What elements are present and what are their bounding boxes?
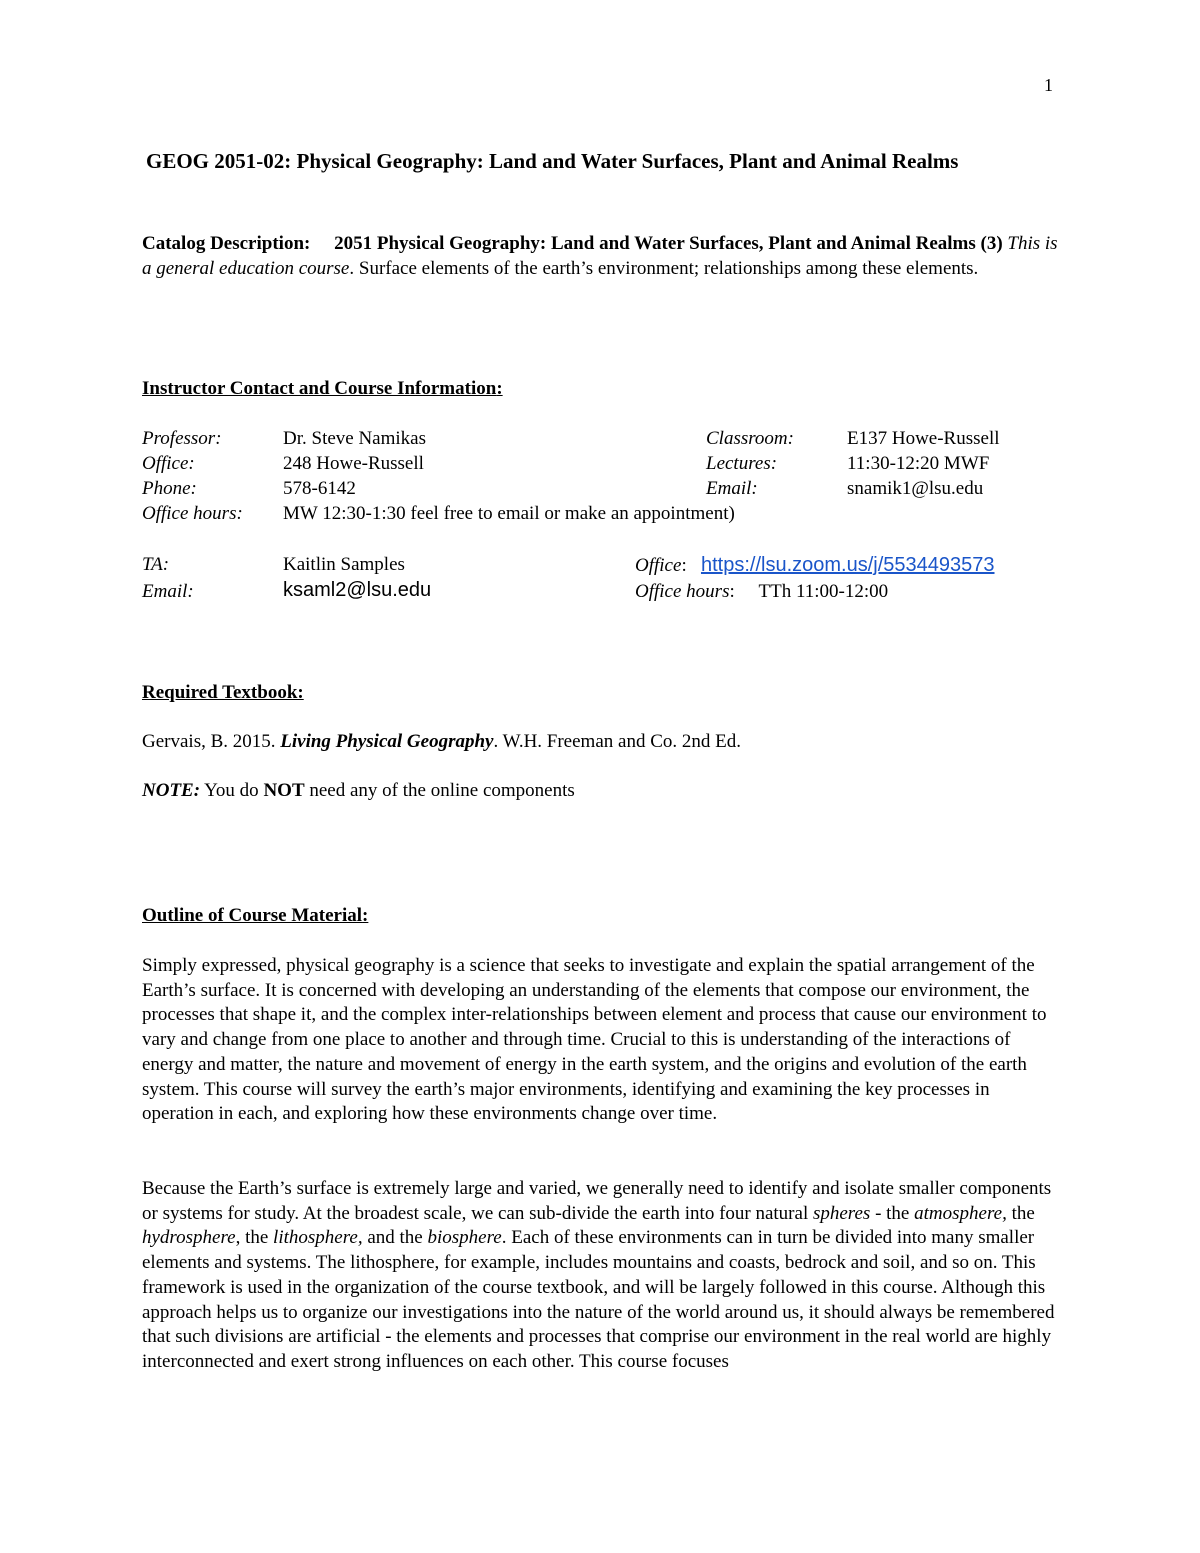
phone-value: 578-6142 xyxy=(283,478,356,499)
email-label: Email: xyxy=(706,478,758,499)
ta-office-hours-label: Office hours xyxy=(635,581,730,602)
book-title: Living Physical Geography xyxy=(280,731,494,752)
catalog-course-heading: 2051 Physical Geography: Land and Water Surfaces, Plant and Animal Realms (3) xyxy=(334,233,1003,254)
office-hours-label: Office hours: xyxy=(142,503,243,524)
professor-name: Dr. Steve Namikas xyxy=(283,428,427,449)
gen-ed-note: This is a general education course xyxy=(142,233,1058,279)
catalog-description xyxy=(142,231,1062,281)
professor-label: Professor: xyxy=(142,428,222,449)
ta-name: Kaitlin Samples xyxy=(283,554,405,575)
term-hydrosphere: hydrosphere xyxy=(142,1227,236,1249)
outline-paragraph-2 xyxy=(142,1177,1057,1375)
professor-email[interactable]: snamik1@lsu.edu xyxy=(847,478,984,499)
p2-text-d: , the xyxy=(235,1227,274,1249)
instructor-heading-text: Instructor Contact and Course Information xyxy=(142,378,497,399)
textbook-heading: Required Textbook: xyxy=(142,682,304,703)
classroom-label: Classroom: xyxy=(706,428,794,449)
p2-text-e: and the xyxy=(362,1227,428,1249)
page-title: GEOG 2051-02: Physical Geography: Land and Water Surfaces, Plant and Animal Realms xyxy=(146,149,959,173)
citation-prefix: Gervais, B. 2015. xyxy=(142,731,281,752)
term-biosphere: biosphere xyxy=(427,1227,502,1249)
citation-suffix: . W.H. Freeman and Co. 2nd Ed. xyxy=(493,731,741,752)
instructor-heading: Instructor Contact and Course Information: xyxy=(142,378,503,399)
ta-zoom-link[interactable]: https://lsu.zoom.us/j/5534493573 xyxy=(700,554,995,576)
p2-text-b: - the xyxy=(870,1202,915,1224)
phone-label: Phone: xyxy=(142,478,197,499)
outline-heading: Outline of Course Material: xyxy=(142,905,369,926)
ta-email-label: Email: xyxy=(142,581,194,602)
outline-heading-text: Outline of Course Material xyxy=(142,905,363,926)
term-atmosphere: atmosphere, xyxy=(914,1202,1007,1224)
p2-text-f: . Each of these environments can in turn be divided into many smaller elements and systems. The lithosphere, for example, includes mountains and coasts, bedrock and soil, and so on. This framework is used in the organization of the course textbook, and will be largely followed in this course. Although this approach helps us to organize our investigations into the nature of the world around us, it should always be remembered that such divisions are artificial - the elements and processes that comprise our environment in the real world are highly interconnected and exert strong influences on each other. This course focuses xyxy=(142,1227,1055,1372)
ta-label: TA: xyxy=(142,554,170,575)
note-post: need any of the online components xyxy=(304,780,575,801)
note-emphasis: NOT xyxy=(263,780,305,801)
outline-paragraph-1: Simply expressed, physical geography is a science that seeks to investigate and explain the spatial arrangement of the Earth’s surface. It is concerned with developing an understanding of the elements that compose our environment, the processes that shape it, and the complex inter-relationships between element and process that cause our environment to vary and change from one place to another and through time. Crucial to this is understanding of the interactions of energy and matter, the nature and movement of energy in the earth system, and the origins and evolution of the earth system. This course will survey the earth’s major environments, identifying and examining the key processes in operation in each, and exploring how these environments change over time. xyxy=(142,955,1047,1125)
lectures-value: 11:30-12:20 MWF xyxy=(847,453,990,474)
lectures-label: Lectures: xyxy=(706,453,778,474)
term-spheres: spheres xyxy=(812,1202,871,1224)
term-lithosphere: lithosphere, xyxy=(273,1227,363,1249)
textbook-citation xyxy=(142,731,741,753)
office-value: 248 Howe-Russell xyxy=(283,453,424,474)
office-hours-value: MW 12:30-1:30 feel free to email or make an appointment) xyxy=(283,503,735,524)
ta-email[interactable]: ksaml2@lsu.edu xyxy=(283,579,432,601)
catalog-label: Catalog Description: xyxy=(142,233,311,254)
catalog-text: . Surface elements of the earth’s environment; relationships among these elements. xyxy=(349,258,979,279)
office-label: Office: xyxy=(142,453,195,474)
ta-office-hours-value: TTh 11:00-12:00 xyxy=(758,581,889,602)
classroom-value: E137 Howe-Russell xyxy=(847,428,1000,449)
note-label: NOTE: xyxy=(142,780,201,801)
textbook-note xyxy=(142,780,575,802)
note-pre: You do xyxy=(200,780,264,801)
ta-office-label: Office xyxy=(635,555,682,576)
ta-office: Office: https://lsu.zoom.us/j/5534493573 xyxy=(635,554,995,576)
p2-text-c: the xyxy=(1006,1202,1035,1224)
p2-text-a: Because the Earth’s surface is extremely large and varied, we generally need to identify and isolate smaller components or systems for study. At the broadest scale, we can sub-divide the earth into four natural xyxy=(142,1178,1052,1224)
page-number: 1 xyxy=(1044,75,1053,95)
ta-office-hours: Office hours: TTh 11:00-12:00 xyxy=(635,581,889,602)
